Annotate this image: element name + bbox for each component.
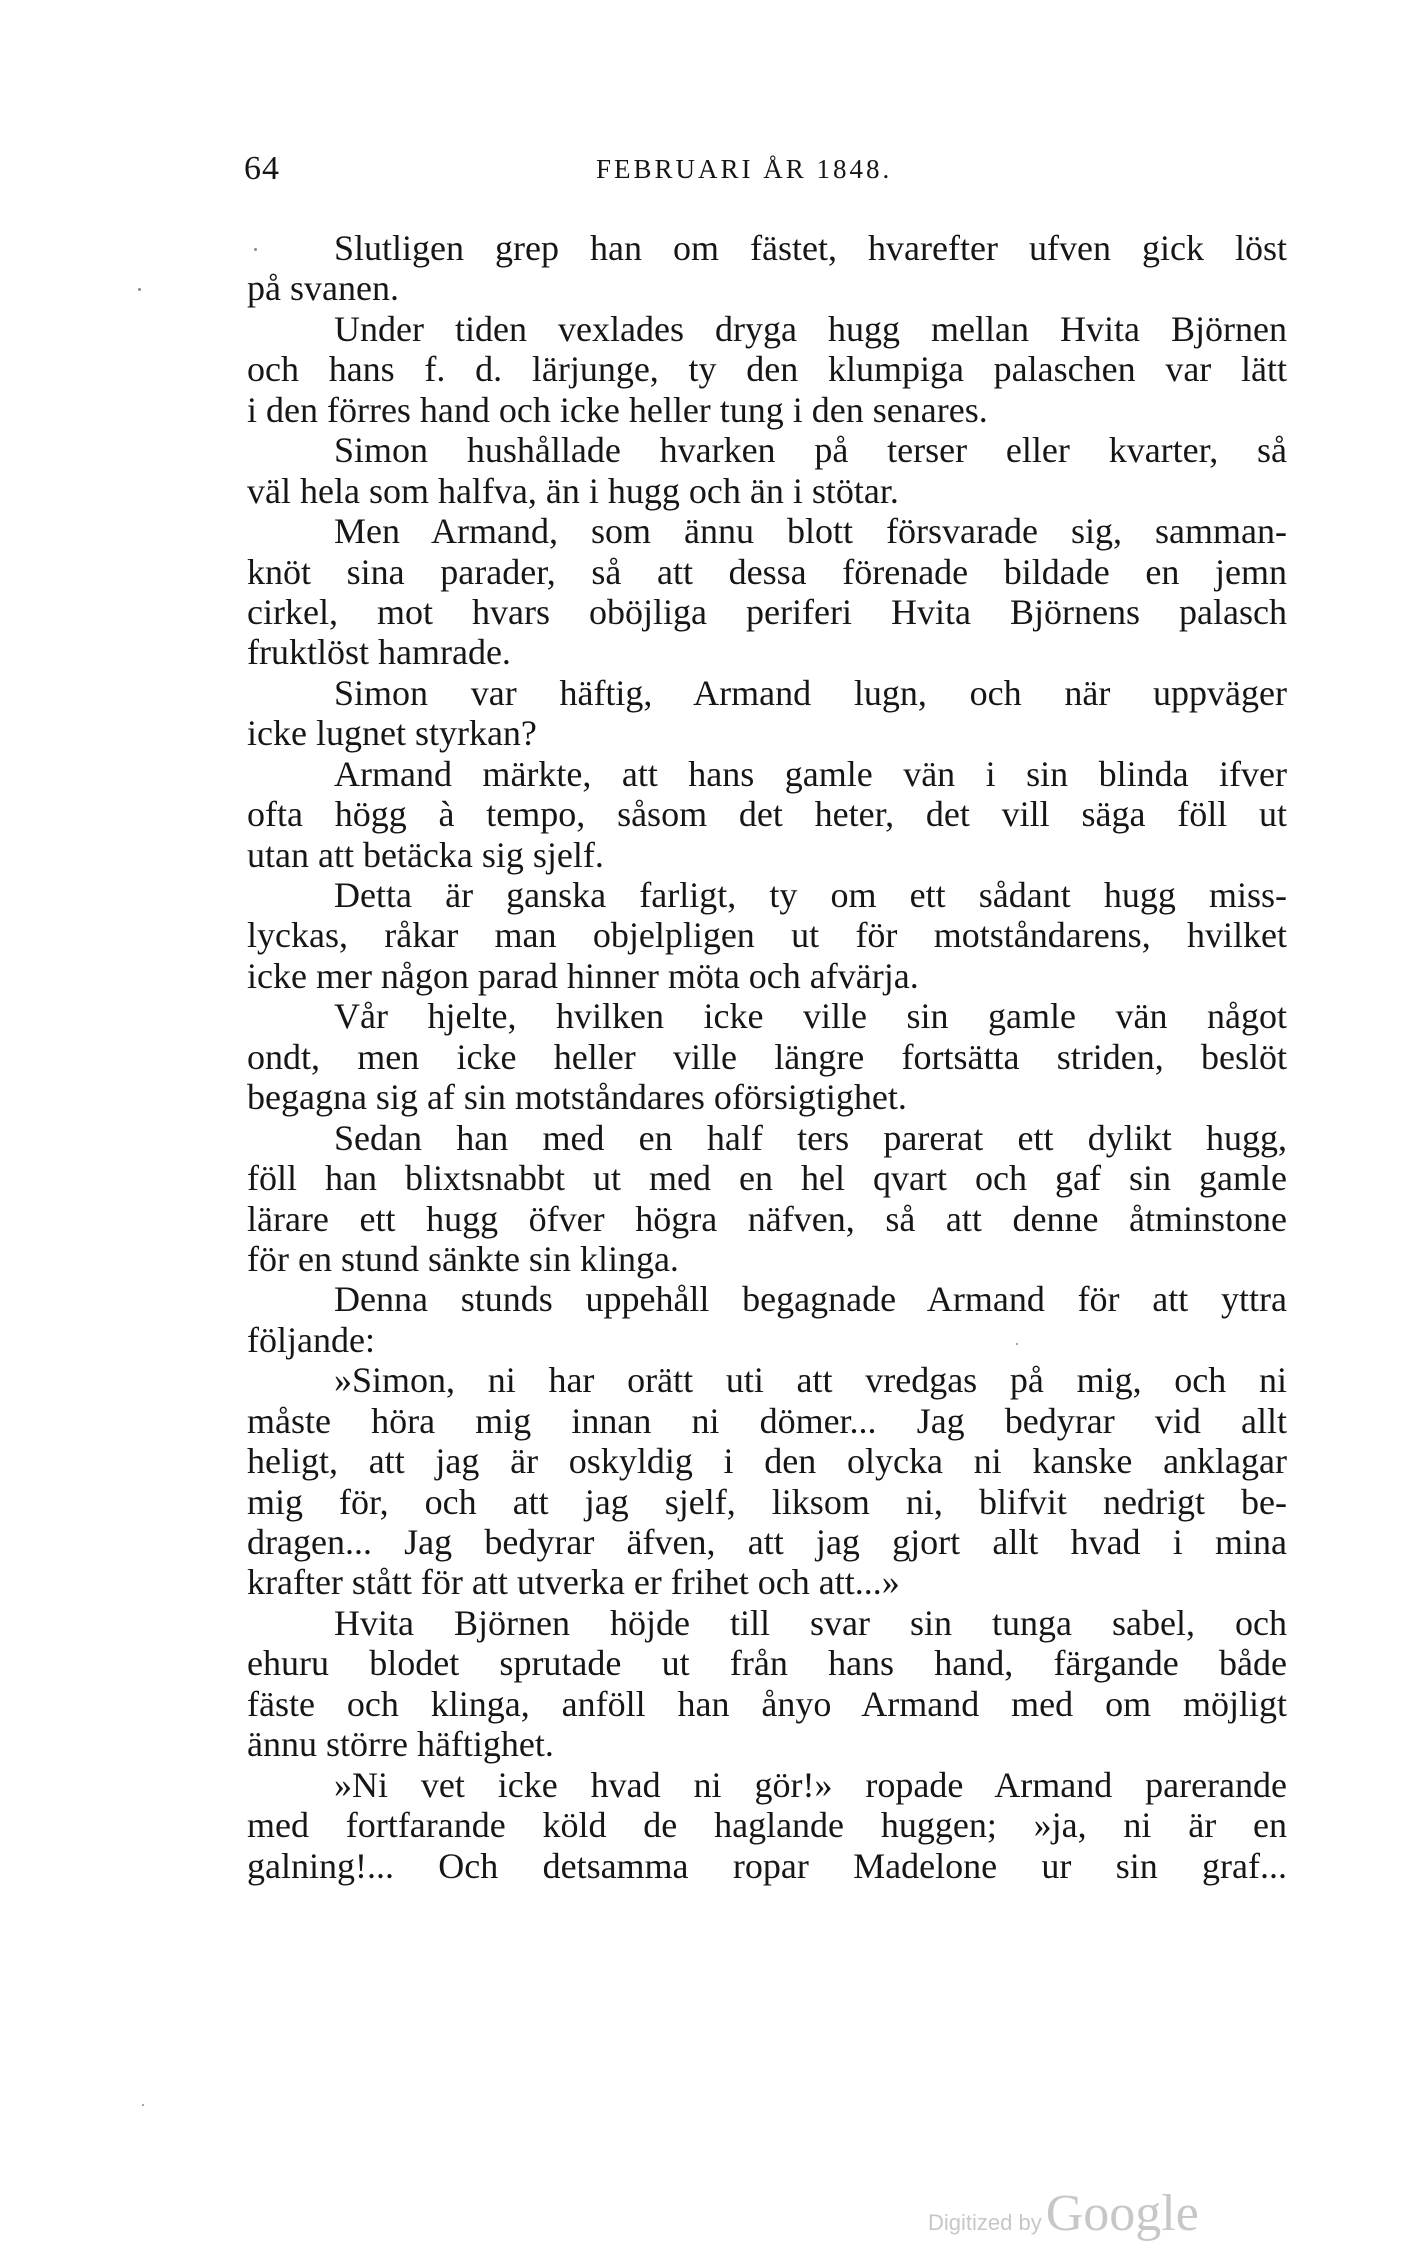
text-line: heligt, att jag är oskyldig i den olycka ni kanske anklagar: [247, 1441, 1287, 1482]
text-line: mig för, och att jag sjelf, liksom ni, blifvit nedrigt be-: [247, 1481, 1287, 1522]
text-line: Armand märkte, att hans gamle vän i sin blinda ifver: [334, 753, 1287, 794]
text-line: Simon hushållade hvarken på terser eller kvarter, så: [334, 430, 1287, 471]
text-line: Hvita Björnen höjde till svar sin tunga sabel, och: [334, 1602, 1287, 1643]
text-line: cirkel, mot hvars oböjliga periferi Hvita Björnens palasch: [247, 591, 1287, 632]
scan-speck: [138, 288, 141, 291]
text-line: ehuru blodet sprutade ut från hans hand, färgande både: [247, 1643, 1287, 1684]
page-number: 64: [244, 150, 280, 187]
text-line: Simon var häftig, Armand lugn, och när uppväger: [334, 672, 1287, 713]
scan-speck: [254, 248, 257, 251]
text-line: föll han blixtsnabbt ut med en hel qvart och gaf sin gamle: [247, 1158, 1287, 1199]
text-line: Sedan han med en half ters parerat ett dylikt hugg,: [334, 1117, 1287, 1158]
scan-speck: [142, 2104, 144, 2106]
text-line: ännu större häftighet.: [247, 1724, 554, 1765]
text-line: fruktlöst hamrade.: [247, 632, 511, 673]
text-line: icke lugnet styrkan?: [247, 713, 537, 754]
body-text: [247, 228, 1287, 1886]
digitized-label: Digitized by: [928, 2210, 1042, 2235]
text-line: på svanen.: [247, 268, 399, 309]
text-line: i den förres hand och icke heller tung i den senares.: [247, 389, 988, 430]
text-line: Detta är ganska farligt, ty om ett sådant hugg miss-: [334, 875, 1287, 915]
text-line: Vår hjelte, hvilken icke ville sin gamle vän något: [334, 996, 1287, 1037]
text-line: Denna stunds uppehåll begagnade Armand för att yttra: [334, 1279, 1287, 1320]
text-line: lärare ett hugg öfver högra näfven, så att denne åtminstone: [247, 1198, 1287, 1239]
text-line: med fortfarande köld de haglande huggen; »ja, ni är en: [247, 1805, 1287, 1846]
text-line: »Ni vet icke hvad ni gör!» ropade Armand parerande: [334, 1764, 1287, 1805]
text-line: Under tiden vexlades dryga hugg mellan Hvita Björnen: [334, 308, 1287, 349]
text-line: knöt sina parader, så att dessa förenade bildade en jemn: [247, 551, 1287, 592]
text-line: dragen... Jag bedyrar äfven, att jag gjort allt hvad i mina: [247, 1522, 1287, 1562]
text-line: väl hela som halfva, än i hugg och än i stötar.: [247, 470, 899, 511]
text-line: begagna sig af sin motståndares oförsigtighet.: [247, 1077, 907, 1118]
running-title: FEBRUARI ÅR 1848.: [596, 154, 893, 184]
text-line: Slutligen grep han om fästet, hvarefter ufven gick löst: [334, 228, 1287, 268]
scan-speck: [1016, 1343, 1018, 1345]
text-line: icke mer någon parad hinner möta och afvärja.: [247, 955, 919, 996]
text-line: ofta högg à tempo, såsom det heter, det vill säga föll ut: [247, 794, 1287, 835]
text-line: utan att betäcka sig sjelf.: [247, 834, 604, 875]
google-logo: Google: [1045, 2185, 1199, 2242]
text-line: krafter stått för att utverka er frihet och att...»: [247, 1562, 900, 1603]
text-line: måste höra mig innan ni dömer... Jag bedyrar vid allt: [247, 1400, 1287, 1441]
text-line: följande:: [247, 1319, 375, 1360]
digitized-watermark: [928, 2184, 1199, 2242]
text-line: galning!... Och detsamma ropar Madelone ur sin graf...: [247, 1845, 1287, 1886]
text-line: och hans f. d. lärjunge, ty den klumpiga palaschen var lätt: [247, 349, 1287, 390]
text-line: fäste och klinga, anföll han ånyo Armand med om möjligt: [247, 1683, 1287, 1724]
text-line: ondt, men icke heller ville längre fortsätta striden, beslöt: [247, 1036, 1287, 1077]
text-line: lyckas, råkar man objelpligen ut för motståndarens, hvilket: [247, 915, 1287, 956]
page-header: [244, 150, 1296, 190]
text-line: för en stund sänkte sin klinga.: [247, 1238, 679, 1279]
text-line: Men Armand, som ännu blott försvarade sig, samman-: [334, 511, 1287, 552]
text-line: »Simon, ni har orätt uti att vredgas på mig, och ni: [334, 1360, 1287, 1401]
